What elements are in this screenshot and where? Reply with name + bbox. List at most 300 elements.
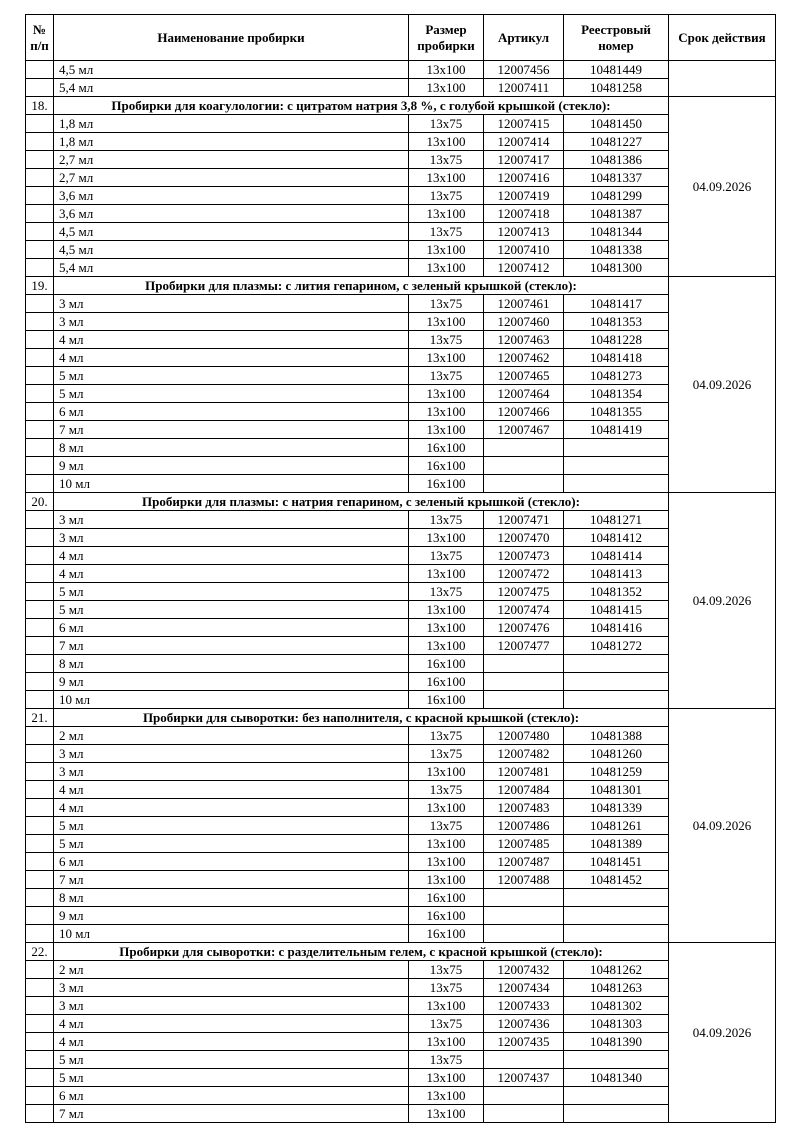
cell-tube-name: 4 мл <box>54 547 409 565</box>
cell-size: 13x100 <box>409 1033 484 1051</box>
cell-article: 12007487 <box>484 853 564 871</box>
cell-num <box>26 637 54 655</box>
cell-tube-name: 1,8 мл <box>54 133 409 151</box>
cell-tube-name: 9 мл <box>54 457 409 475</box>
cell-size: 13x75 <box>409 367 484 385</box>
cell-registry: 10481227 <box>564 133 669 151</box>
cell-num <box>26 673 54 691</box>
cell-registry: 10481301 <box>564 781 669 799</box>
cell-tube-name: 10 мл <box>54 925 409 943</box>
cell-size: 13x100 <box>409 259 484 277</box>
cell-size: 13x75 <box>409 583 484 601</box>
cell-article <box>484 1051 564 1069</box>
cell-size: 13x100 <box>409 133 484 151</box>
cell-registry: 10481273 <box>564 367 669 385</box>
cell-article: 12007411 <box>484 79 564 97</box>
cell-article: 12007481 <box>484 763 564 781</box>
cell-registry: 10481417 <box>564 295 669 313</box>
cell-article: 12007470 <box>484 529 564 547</box>
cell-article: 12007413 <box>484 223 564 241</box>
cell-tube-name: 3,6 мл <box>54 205 409 223</box>
cell-validity: 04.09.2026 <box>669 493 776 709</box>
cell-num <box>26 889 54 907</box>
cell-registry: 10481452 <box>564 871 669 889</box>
cell-num <box>26 619 54 637</box>
cell-size: 13x100 <box>409 241 484 259</box>
cell-registry: 10481386 <box>564 151 669 169</box>
table-row <box>26 187 776 205</box>
cell-size: 13x75 <box>409 511 484 529</box>
table-row <box>26 961 776 979</box>
table-row <box>26 439 776 457</box>
cell-num <box>26 223 54 241</box>
cell-registry: 10481303 <box>564 1015 669 1033</box>
cell-num <box>26 349 54 367</box>
cell-size: 13x75 <box>409 1015 484 1033</box>
cell-registry: 10481262 <box>564 961 669 979</box>
cell-article: 12007418 <box>484 205 564 223</box>
cell-article: 12007416 <box>484 169 564 187</box>
cell-registry <box>564 457 669 475</box>
cell-size: 13x75 <box>409 223 484 241</box>
section-title-row <box>26 943 776 961</box>
cell-registry <box>564 439 669 457</box>
cell-registry: 10481302 <box>564 997 669 1015</box>
cell-num <box>26 421 54 439</box>
cell-article: 12007432 <box>484 961 564 979</box>
cell-tube-name: 2,7 мл <box>54 151 409 169</box>
cell-registry: 10481389 <box>564 835 669 853</box>
cell-article: 12007465 <box>484 367 564 385</box>
cell-validity: 04.09.2026 <box>669 709 776 943</box>
cell-size: 13x100 <box>409 1105 484 1123</box>
cell-num <box>26 259 54 277</box>
cell-size: 13x100 <box>409 1087 484 1105</box>
cell-article: 12007474 <box>484 601 564 619</box>
cell-tube-name: 4,5 мл <box>54 241 409 259</box>
table-row <box>26 313 776 331</box>
cell-num <box>26 961 54 979</box>
cell-article: 12007461 <box>484 295 564 313</box>
table-row <box>26 925 776 943</box>
cell-tube-name: 5 мл <box>54 1069 409 1087</box>
table-row <box>26 115 776 133</box>
cell-num <box>26 61 54 79</box>
cell-article: 12007462 <box>484 349 564 367</box>
section-title: Пробирки для сыворотки: без наполнителя, с красной крышкой (стекло): <box>54 709 669 727</box>
cell-article: 12007464 <box>484 385 564 403</box>
cell-article: 12007475 <box>484 583 564 601</box>
table-row <box>26 1087 776 1105</box>
cell-article: 12007485 <box>484 835 564 853</box>
cell-tube-name: 6 мл <box>54 1087 409 1105</box>
cell-registry: 10481390 <box>564 1033 669 1051</box>
cell-num <box>26 1015 54 1033</box>
cell-num <box>26 853 54 871</box>
cell-article <box>484 907 564 925</box>
cell-num <box>26 583 54 601</box>
cell-size: 13x100 <box>409 601 484 619</box>
table-row <box>26 1051 776 1069</box>
cell-num <box>26 1105 54 1123</box>
cell-size: 13x100 <box>409 763 484 781</box>
cell-registry: 10481337 <box>564 169 669 187</box>
cell-tube-name: 5 мл <box>54 385 409 403</box>
table-row <box>26 781 776 799</box>
cell-article <box>484 475 564 493</box>
cell-tube-name: 9 мл <box>54 673 409 691</box>
cell-registry: 10481228 <box>564 331 669 349</box>
header-row <box>26 15 776 61</box>
cell-num <box>26 745 54 763</box>
cell-tube-name: 7 мл <box>54 871 409 889</box>
cell-size: 13x100 <box>409 205 484 223</box>
cell-size: 13x75 <box>409 295 484 313</box>
cell-article: 12007419 <box>484 187 564 205</box>
table-row <box>26 1015 776 1033</box>
cell-article <box>484 439 564 457</box>
cell-size: 16x100 <box>409 439 484 457</box>
cell-tube-name: 4 мл <box>54 331 409 349</box>
table-row <box>26 799 776 817</box>
cell-num <box>26 871 54 889</box>
cell-registry: 10481300 <box>564 259 669 277</box>
cell-size: 16x100 <box>409 889 484 907</box>
cell-registry: 10481263 <box>564 979 669 997</box>
cell-article: 12007456 <box>484 61 564 79</box>
cell-tube-name: 3 мл <box>54 979 409 997</box>
cell-registry <box>564 691 669 709</box>
cell-tube-name: 4 мл <box>54 799 409 817</box>
cell-validity <box>669 61 776 97</box>
cell-size: 13x75 <box>409 115 484 133</box>
col-header-validity: Срок действия <box>669 15 776 61</box>
cell-size: 16x100 <box>409 691 484 709</box>
cell-registry <box>564 1051 669 1069</box>
cell-registry <box>564 889 669 907</box>
cell-registry <box>564 475 669 493</box>
cell-registry: 10481419 <box>564 421 669 439</box>
cell-num <box>26 151 54 169</box>
cell-size: 16x100 <box>409 655 484 673</box>
cell-size: 13x100 <box>409 79 484 97</box>
cell-article: 12007412 <box>484 259 564 277</box>
table-row <box>26 673 776 691</box>
cell-size: 13x100 <box>409 529 484 547</box>
cell-article <box>484 457 564 475</box>
cell-article: 12007417 <box>484 151 564 169</box>
cell-tube-name: 8 мл <box>54 655 409 673</box>
cell-article: 12007434 <box>484 979 564 997</box>
cell-num <box>26 799 54 817</box>
cell-tube-name: 4 мл <box>54 349 409 367</box>
cell-num <box>26 367 54 385</box>
cell-article: 12007486 <box>484 817 564 835</box>
table-row <box>26 835 776 853</box>
table-row <box>26 457 776 475</box>
cell-size: 13x100 <box>409 799 484 817</box>
table-row <box>26 367 776 385</box>
table-row <box>26 133 776 151</box>
cell-num <box>26 601 54 619</box>
cell-tube-name: 5 мл <box>54 1051 409 1069</box>
cell-article: 12007436 <box>484 1015 564 1033</box>
table-row <box>26 79 776 97</box>
cell-num <box>26 115 54 133</box>
cell-num <box>26 1069 54 1087</box>
cell-num <box>26 511 54 529</box>
cell-article: 12007471 <box>484 511 564 529</box>
cell-size: 13x75 <box>409 745 484 763</box>
cell-article <box>484 1087 564 1105</box>
cell-size: 13x100 <box>409 1069 484 1087</box>
cell-tube-name: 3 мл <box>54 529 409 547</box>
cell-tube-name: 4 мл <box>54 781 409 799</box>
cell-tube-name: 5 мл <box>54 367 409 385</box>
table-row <box>26 295 776 313</box>
cell-num <box>26 331 54 349</box>
cell-num <box>26 529 54 547</box>
cell-size: 16x100 <box>409 907 484 925</box>
table-row <box>26 619 776 637</box>
cell-tube-name: 2 мл <box>54 961 409 979</box>
cell-size: 16x100 <box>409 925 484 943</box>
cell-num <box>26 691 54 709</box>
cell-tube-name: 9 мл <box>54 907 409 925</box>
cell-article: 12007414 <box>484 133 564 151</box>
cell-num <box>26 763 54 781</box>
cell-tube-name: 5 мл <box>54 835 409 853</box>
cell-registry: 10481259 <box>564 763 669 781</box>
cell-num <box>26 655 54 673</box>
cell-registry: 10481418 <box>564 349 669 367</box>
table-row <box>26 547 776 565</box>
cell-size: 13x75 <box>409 961 484 979</box>
cell-registry: 10481261 <box>564 817 669 835</box>
table-row <box>26 637 776 655</box>
cell-tube-name: 1,8 мл <box>54 115 409 133</box>
cell-registry <box>564 907 669 925</box>
cell-registry: 10481416 <box>564 619 669 637</box>
cell-article: 12007410 <box>484 241 564 259</box>
cell-tube-name: 7 мл <box>54 421 409 439</box>
cell-size: 13x100 <box>409 565 484 583</box>
col-header-article: Артикул <box>484 15 564 61</box>
cell-tube-name: 3 мл <box>54 763 409 781</box>
table-row <box>26 745 776 763</box>
cell-num <box>26 439 54 457</box>
cell-size: 13x100 <box>409 637 484 655</box>
cell-article: 12007483 <box>484 799 564 817</box>
cell-registry: 10481352 <box>564 583 669 601</box>
table-row <box>26 817 776 835</box>
cell-num <box>26 187 54 205</box>
table-row <box>26 853 776 871</box>
table-row <box>26 331 776 349</box>
cell-num <box>26 835 54 853</box>
table-row <box>26 655 776 673</box>
cell-registry: 10481260 <box>564 745 669 763</box>
cell-num <box>26 1033 54 1051</box>
table-row <box>26 601 776 619</box>
cell-tube-name: 5 мл <box>54 583 409 601</box>
cell-num <box>26 385 54 403</box>
table-row <box>26 403 776 421</box>
cell-registry: 10481338 <box>564 241 669 259</box>
table-row <box>26 223 776 241</box>
col-header-registry: Реестровый номер <box>564 15 669 61</box>
cell-registry: 10481340 <box>564 1069 669 1087</box>
cell-article: 12007472 <box>484 565 564 583</box>
cell-registry: 10481339 <box>564 799 669 817</box>
cell-section-number: 21. <box>26 709 54 727</box>
cell-size: 13x75 <box>409 727 484 745</box>
section-title-row <box>26 709 776 727</box>
table-row <box>26 1033 776 1051</box>
cell-article: 12007437 <box>484 1069 564 1087</box>
cell-registry: 10481412 <box>564 529 669 547</box>
cell-num <box>26 781 54 799</box>
cell-registry <box>564 673 669 691</box>
cell-num <box>26 979 54 997</box>
cell-registry: 10481344 <box>564 223 669 241</box>
table-row <box>26 727 776 745</box>
cell-registry <box>564 1087 669 1105</box>
table-row <box>26 1105 776 1123</box>
cell-tube-name: 5 мл <box>54 817 409 835</box>
cell-size: 16x100 <box>409 673 484 691</box>
cell-registry: 10481299 <box>564 187 669 205</box>
cell-size: 13x100 <box>409 871 484 889</box>
cell-num <box>26 475 54 493</box>
cell-registry: 10481353 <box>564 313 669 331</box>
cell-registry: 10481272 <box>564 637 669 655</box>
section-title: Пробирки для плазмы: с лития гепарином, с зеленый крышкой (стекло): <box>54 277 669 295</box>
cell-size: 13x100 <box>409 61 484 79</box>
cell-size: 13x75 <box>409 151 484 169</box>
table-row <box>26 997 776 1015</box>
table-header <box>26 15 776 61</box>
cell-size: 13x100 <box>409 853 484 871</box>
cell-registry <box>564 655 669 673</box>
tube-table <box>25 14 776 1123</box>
cell-num <box>26 565 54 583</box>
cell-article <box>484 925 564 943</box>
cell-tube-name: 8 мл <box>54 889 409 907</box>
cell-num <box>26 1087 54 1105</box>
cell-article: 12007415 <box>484 115 564 133</box>
cell-tube-name: 3 мл <box>54 997 409 1015</box>
cell-tube-name: 4 мл <box>54 1015 409 1033</box>
cell-num <box>26 403 54 421</box>
cell-article: 12007473 <box>484 547 564 565</box>
cell-size: 13x75 <box>409 187 484 205</box>
cell-tube-name: 4 мл <box>54 1033 409 1051</box>
section-title: Пробирки для коагулологии: с цитратом натрия 3,8 %, с голубой крышкой (стекло): <box>54 97 669 115</box>
table-row <box>26 907 776 925</box>
cell-tube-name: 5,4 мл <box>54 79 409 97</box>
cell-article: 12007484 <box>484 781 564 799</box>
cell-article <box>484 673 564 691</box>
table-row <box>26 169 776 187</box>
cell-num <box>26 295 54 313</box>
cell-section-number: 20. <box>26 493 54 511</box>
cell-size: 13x100 <box>409 421 484 439</box>
cell-article: 12007488 <box>484 871 564 889</box>
table-row <box>26 565 776 583</box>
cell-section-number: 19. <box>26 277 54 295</box>
cell-registry: 10481414 <box>564 547 669 565</box>
cell-section-number: 22. <box>26 943 54 961</box>
section-title-row <box>26 493 776 511</box>
table-row <box>26 349 776 367</box>
cell-tube-name: 3 мл <box>54 313 409 331</box>
section-title: Пробирки для плазмы: с натрия гепарином, с зеленый крышкой (стекло): <box>54 493 669 511</box>
cell-tube-name: 2,7 мл <box>54 169 409 187</box>
table-row <box>26 241 776 259</box>
cell-size: 13x75 <box>409 1051 484 1069</box>
cell-section-number: 18. <box>26 97 54 115</box>
cell-num <box>26 79 54 97</box>
cell-size: 13x75 <box>409 781 484 799</box>
cell-validity: 04.09.2026 <box>669 943 776 1123</box>
cell-registry: 10481388 <box>564 727 669 745</box>
cell-tube-name: 5 мл <box>54 601 409 619</box>
cell-validity: 04.09.2026 <box>669 277 776 493</box>
cell-num <box>26 457 54 475</box>
cell-registry: 10481271 <box>564 511 669 529</box>
cell-num <box>26 133 54 151</box>
table-row <box>26 475 776 493</box>
cell-registry <box>564 1105 669 1123</box>
cell-size: 13x100 <box>409 313 484 331</box>
section-title: Пробирки для сыворотки: с разделительным гелем, с красной крышкой (стекло): <box>54 943 669 961</box>
cell-size: 16x100 <box>409 475 484 493</box>
cell-num <box>26 925 54 943</box>
cell-tube-name: 4 мл <box>54 565 409 583</box>
cell-num <box>26 313 54 331</box>
cell-registry: 10481451 <box>564 853 669 871</box>
cell-num <box>26 547 54 565</box>
cell-size: 13x100 <box>409 385 484 403</box>
cell-size: 13x75 <box>409 979 484 997</box>
table-row <box>26 259 776 277</box>
cell-tube-name: 10 мл <box>54 475 409 493</box>
cell-tube-name: 4,5 мл <box>54 223 409 241</box>
cell-registry: 10481354 <box>564 385 669 403</box>
cell-size: 13x100 <box>409 997 484 1015</box>
cell-registry: 10481415 <box>564 601 669 619</box>
cell-registry <box>564 925 669 943</box>
table-row <box>26 529 776 547</box>
cell-num <box>26 817 54 835</box>
cell-tube-name: 3,6 мл <box>54 187 409 205</box>
cell-tube-name: 4,5 мл <box>54 61 409 79</box>
cell-article: 12007460 <box>484 313 564 331</box>
cell-article: 12007463 <box>484 331 564 349</box>
cell-article: 12007466 <box>484 403 564 421</box>
cell-size: 13x100 <box>409 619 484 637</box>
table-body <box>26 61 776 1123</box>
cell-article: 12007467 <box>484 421 564 439</box>
cell-registry: 10481449 <box>564 61 669 79</box>
cell-registry: 10481450 <box>564 115 669 133</box>
cell-num <box>26 169 54 187</box>
table-row <box>26 889 776 907</box>
cell-num <box>26 241 54 259</box>
cell-size: 13x75 <box>409 547 484 565</box>
cell-num <box>26 205 54 223</box>
